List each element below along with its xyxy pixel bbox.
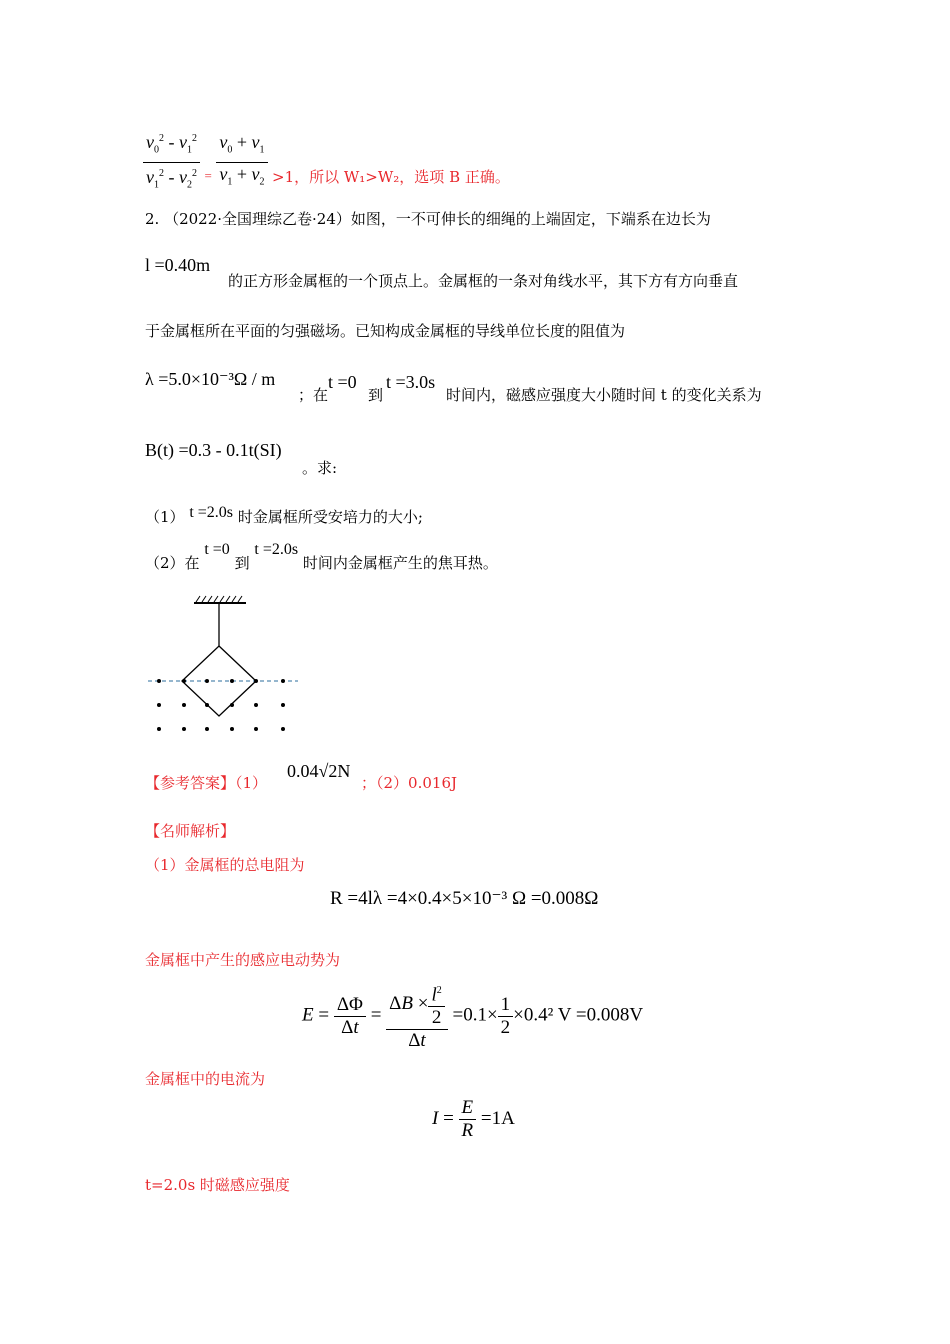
physics-figure <box>140 594 310 739</box>
equation-current: I = $\frac{E}{R}$ =1A <box>432 1097 515 1141</box>
problem-line-4c: 时间内，磁感应强度大小随时间 t 的变化关系为 <box>446 386 762 404</box>
problem-line-5: 。求: <box>302 459 338 477</box>
problem-source: （2022·全国理综乙卷·24） <box>164 210 351 228</box>
answer-value-2: ；（2）0.016J <box>361 774 457 792</box>
fraction-v-sum: $\frac{v_0 + v_1}{v_1 + v_2}$ <box>216 131 267 193</box>
q2-time-end: t =2.0s <box>254 541 299 558</box>
fraction-v-squared: $\frac{v_0^2 - v_1^2}{v_1^2 - v_2^2}$ <box>143 128 200 196</box>
equation-emf: E = $\frac{\Delta\Phi}{\Delta t}$ = ΔB × $\frac{l^2}{2}$ Δt =0.1× $\frac{1}{2}$ ×0.4² V =0.008V <box>302 980 643 1052</box>
answer-value-1: 0.04√2N <box>287 761 351 781</box>
t-three: t =3.0s <box>386 372 436 392</box>
analysis-label: 【名师解析】 <box>145 822 236 840</box>
frac-E-over-R: $\frac{E}{R}$ <box>459 1097 477 1142</box>
equation-resistance: R =4lλ =4×0.4×5×10⁻³ Ω =0.008Ω <box>330 888 599 909</box>
answer-label: 【参考答案】（1） <box>145 774 268 792</box>
t-zero: t =0 <box>328 372 357 392</box>
problem-line-3: 于金属框所在平面的匀强磁场。已知构成金属框的导线单位长度的阻值为 <box>145 322 626 340</box>
analysis-step-3: 金属框中的电流为 <box>145 1070 266 1088</box>
lambda-expr: λ =5.0×10⁻³Ω / m <box>145 369 276 389</box>
top-formula <box>143 128 268 196</box>
magnetic-field-dots <box>157 679 285 731</box>
q1-time: t =2.0s <box>189 504 234 521</box>
B-expr: B(t) =0.3 - 0.1t(SI) <box>145 440 282 460</box>
frac-dphi-dt: $\frac{\Delta\Phi}{\Delta t}$ <box>334 994 366 1039</box>
equals-sign: = <box>204 168 212 184</box>
problem-number: 2. <box>145 210 160 228</box>
analysis-step-4: t=2.0s 时磁感应强度 <box>145 1176 290 1194</box>
frac-dB-area-dt: ΔB × $\frac{l^2}{2}$ Δt <box>386 980 448 1052</box>
question-1: （1） t =2.0s 时金属框所受安培力的大小; <box>145 504 423 526</box>
analysis-step-2: 金属框中产生的感应电动势为 <box>145 951 341 969</box>
ceiling-support <box>194 596 246 603</box>
problem-line-2: 的正方形金属框的一个顶点上。金属框的一条对角线水平，其下方有方向垂直 <box>228 272 739 290</box>
problem-line-4a: ；在 <box>298 386 329 404</box>
problem-text-1: 如图，一不可伸长的细绳的上端固定，下端系在边长为 <box>350 210 711 228</box>
ratio-conclusion: >1，所以 W₁>W₂，选项 B 正确。 <box>272 168 510 186</box>
question-2: （2）在 t =0 到 t =2.0s 时间内金属框产生的焦耳热。 <box>145 541 498 572</box>
l-value: l =0.40m <box>145 255 211 275</box>
problem-line-4b: 到 <box>368 386 384 404</box>
analysis-step-1: （1）金属框的总电阻为 <box>145 856 305 874</box>
q2-time-start: t =0 <box>204 541 230 558</box>
problem-line-1 <box>145 208 711 229</box>
frac-one-half: $\frac{1}{2}$ <box>498 994 514 1039</box>
